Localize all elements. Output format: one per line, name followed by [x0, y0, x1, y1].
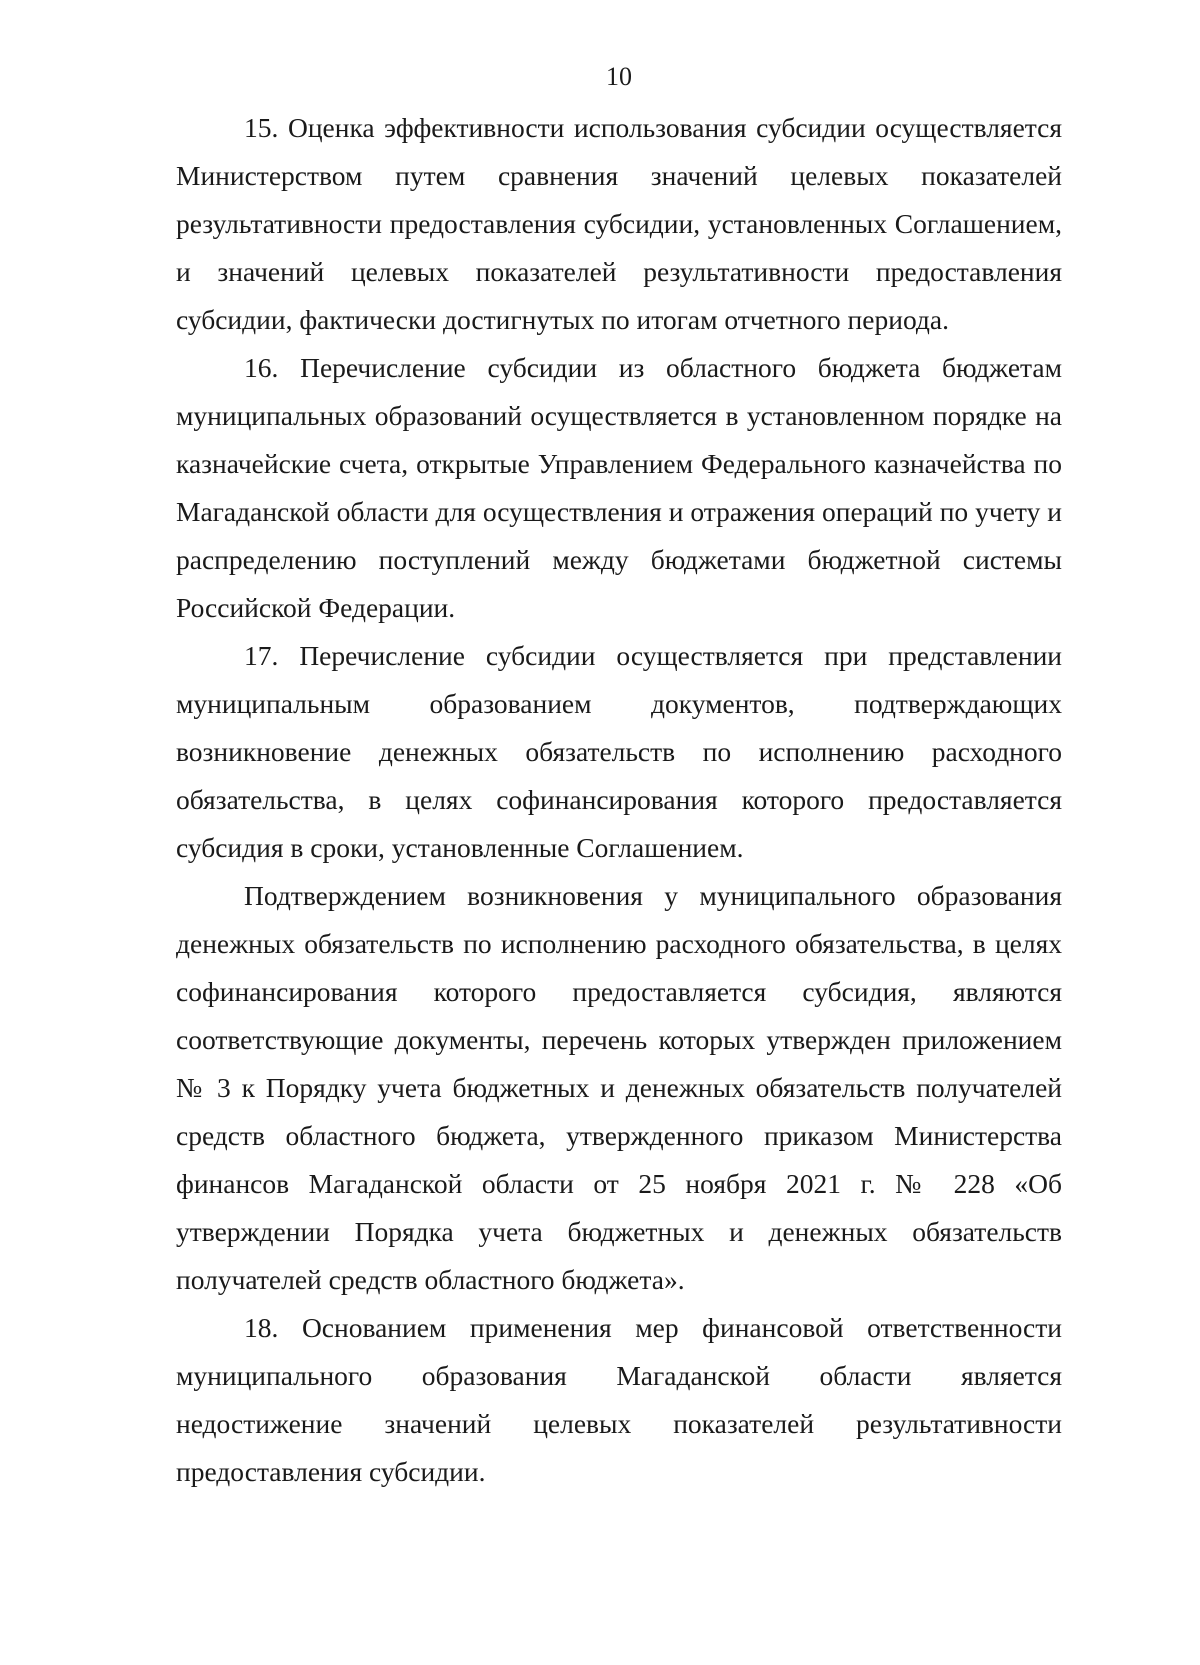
paragraph-16: 16. Перечисление субсидии из областного бюджета бюджетам муниципальных образований осуществляется в установленном порядке на казначейские счета, открытые Управлением Федерального казначейства по Магаданской области для осуществления и отражения операций по учету и распределению поступлений между бюджетами бюджетной системы Российской Федерации. — [176, 352, 1062, 623]
document-body — [176, 104, 1062, 1496]
page-number: 10 — [606, 62, 632, 91]
paragraph-17: 17. Перечисление субсидии осуществляется при представлении муниципальным образованием документов, подтверждающих возникновение денежных обязательств по исполнению расходного обязательства, в целях софинансирования которого предоставляется субсидия в сроки, установленные Соглашением. — [176, 640, 1062, 863]
paragraph-confirmation: Подтверждением возникновения у муниципального образования денежных обязательств по исполнению расходного обязательства, в целях софинансирования которого предоставляется субсидия, являются соответствующие документы, перечень которых утвержден приложением № 3 к Порядку учета бюджетных и денежных обязательств получателей средств областного бюджета, утвержденного приказом Министерства финансов Магаданской области от 25 ноября 2021 г. № 228 «Об утверждении Порядка учета бюджетных и денежных обязательств получателей средств областного бюджета». — [176, 880, 1062, 1295]
paragraph-18: 18. Основанием применения мер финансовой ответственности муниципального образования Магаданской области является недостижение значений целевых показателей результативности предоставления субсидии. — [176, 1312, 1062, 1487]
paragraph-15: 15. Оценка эффективности использования субсидии осуществляется Министерством путем сравнения значений целевых показателей результативности предоставления субсидии, установленных Соглашением, и значений целевых показателей результативности предоставления субсидии, фактически достигнутых по итогам отчетного периода. — [176, 112, 1062, 335]
